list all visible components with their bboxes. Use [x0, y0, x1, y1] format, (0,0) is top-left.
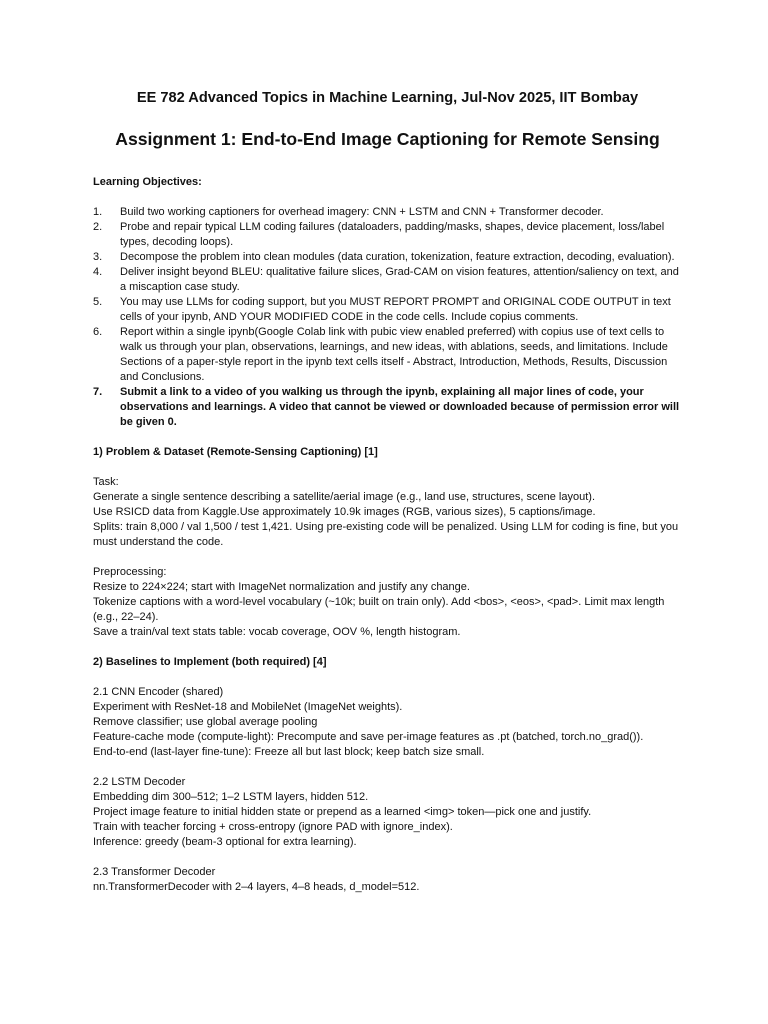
objective-number: 5. — [93, 296, 103, 308]
objective-item — [93, 295, 686, 325]
preprocessing-line: Tokenize captions with a word-level vocabulary (~10k; built on train only). Add <bos>, <eos>, <pad>. Limit max length (e.g., 22–24). — [93, 596, 665, 623]
cnn-encoder-line: End-to-end (last-layer fine-tune): Freeze all but last block; keep batch size small. — [93, 746, 485, 758]
objective-number: 1. — [93, 206, 103, 218]
objective-text: Deliver insight beyond BLEU: qualitative failure slices, Grad-CAM on vision features, attention/saliency on text, and a miscaption case study. — [120, 266, 679, 293]
task-block — [93, 475, 686, 550]
lstm-decoder-line: Project image feature to initial hidden state or prepend as a learned <img> token—pick one and justify. — [93, 806, 592, 818]
objective-number: 2. — [93, 221, 103, 233]
assignment-title: Assignment 1: End-to-End Image Captioning for Remote Sensing — [115, 129, 660, 149]
cnn-encoder-line: Experiment with ResNet-18 and MobileNet (ImageNet weights). — [93, 701, 403, 713]
objective-number: 7. — [93, 386, 103, 398]
objective-text: Build two working captioners for overhead imagery: CNN + LSTM and CNN + Transformer decoder. — [120, 206, 604, 218]
objectives-list — [93, 205, 686, 430]
lstm-decoder-line: Train with teacher forcing + cross-entropy (ignore PAD with ignore_index). — [93, 821, 453, 833]
objective-text: You may use LLMs for coding support, but you MUST REPORT PROMPT and ORIGINAL CODE OUTPUT in text cells of your ipynb, AND YOUR MODIFIED CODE in the code cells. Include copius comments. — [120, 296, 671, 323]
objective-text: Report within a single ipynb(Google Colab link with pubic view enabled preferred) with copius use of text cells to walk us through your plan, observations, learnings, and new ideas, with ablations, seeds, and limitations. Include Sections of a paper-style report in the ipynb text cells itself - Abstract, Introduction, Methods, Results, Discussion and Conclusions. — [120, 326, 668, 383]
objective-item — [93, 385, 686, 430]
objective-item — [93, 325, 686, 385]
objective-item — [93, 265, 686, 295]
course-title: EE 782 Advanced Topics in Machine Learning, Jul-Nov 2025, IIT Bombay — [136, 90, 639, 106]
transformer-decoder-label: 2.3 Transformer Decoder — [93, 866, 216, 878]
task-line: Use RSICD data from Kaggle.Use approximately 10.9k images (RGB, various sizes), 5 captions/image. — [93, 506, 596, 518]
section-2-heading: 2) Baselines to Implement (both required) [4] — [93, 656, 327, 668]
objective-number: 4. — [93, 266, 103, 278]
objective-number: 3. — [93, 251, 103, 263]
task-label: Task: — [93, 476, 119, 488]
objective-text: Decompose the problem into clean modules (data curation, tokenization, feature extraction, decoding, evaluation). — [120, 251, 675, 263]
transformer-decoder-block — [93, 865, 686, 895]
learning-objectives-heading: Learning Objectives: — [93, 176, 202, 188]
lstm-decoder-block — [93, 775, 686, 850]
preprocessing-line: Save a train/val text stats table: vocab coverage, OOV %, length histogram. — [93, 626, 461, 638]
objective-text: Probe and repair typical LLM coding failures (dataloaders, padding/masks, shapes, device placement, loss/label types, decoding loops). — [120, 221, 665, 248]
objective-item — [93, 205, 686, 220]
cnn-encoder-line: Feature-cache mode (compute-light): Precompute and save per-image features as .pt (batched, torch.no_grad()). — [93, 731, 644, 743]
cnn-encoder-block — [93, 685, 686, 760]
cnn-encoder-label: 2.1 CNN Encoder (shared) — [93, 686, 224, 698]
objective-item — [93, 250, 686, 265]
preprocessing-block — [93, 565, 686, 640]
transformer-decoder-line: nn.TransformerDecoder with 2–4 layers, 4–8 heads, d_model=512. — [93, 881, 420, 893]
lstm-decoder-line: Embedding dim 300–512; 1–2 LSTM layers, hidden 512. — [93, 791, 369, 803]
preprocessing-label: Preprocessing: — [93, 566, 167, 578]
task-line: Generate a single sentence describing a satellite/aerial image (e.g., land use, structures, scene layout). — [93, 491, 595, 503]
objective-number: 6. — [93, 326, 103, 338]
section-1-heading: 1) Problem & Dataset (Remote-Sensing Captioning) [1] — [93, 446, 378, 458]
preprocessing-line: Resize to 224×224; start with ImageNet normalization and justify any change. — [93, 581, 470, 593]
lstm-decoder-line: Inference: greedy (beam-3 optional for extra learning). — [93, 836, 357, 848]
cnn-encoder-line: Remove classifier; use global average pooling — [93, 716, 318, 728]
objective-item — [93, 220, 686, 250]
lstm-decoder-label: 2.2 LSTM Decoder — [93, 776, 186, 788]
objective-text: Submit a link to a video of you walking us through the ipynb, explaining all major lines of code, your observations and learnings. A video that cannot be viewed or downloaded because of permission error will be given 0. — [120, 386, 680, 428]
task-line: Splits: train 8,000 / val 1,500 / test 1,421. Using pre-existing code will be penalized. Using LLM for coding is fine, but you must understand the code. — [93, 521, 679, 548]
